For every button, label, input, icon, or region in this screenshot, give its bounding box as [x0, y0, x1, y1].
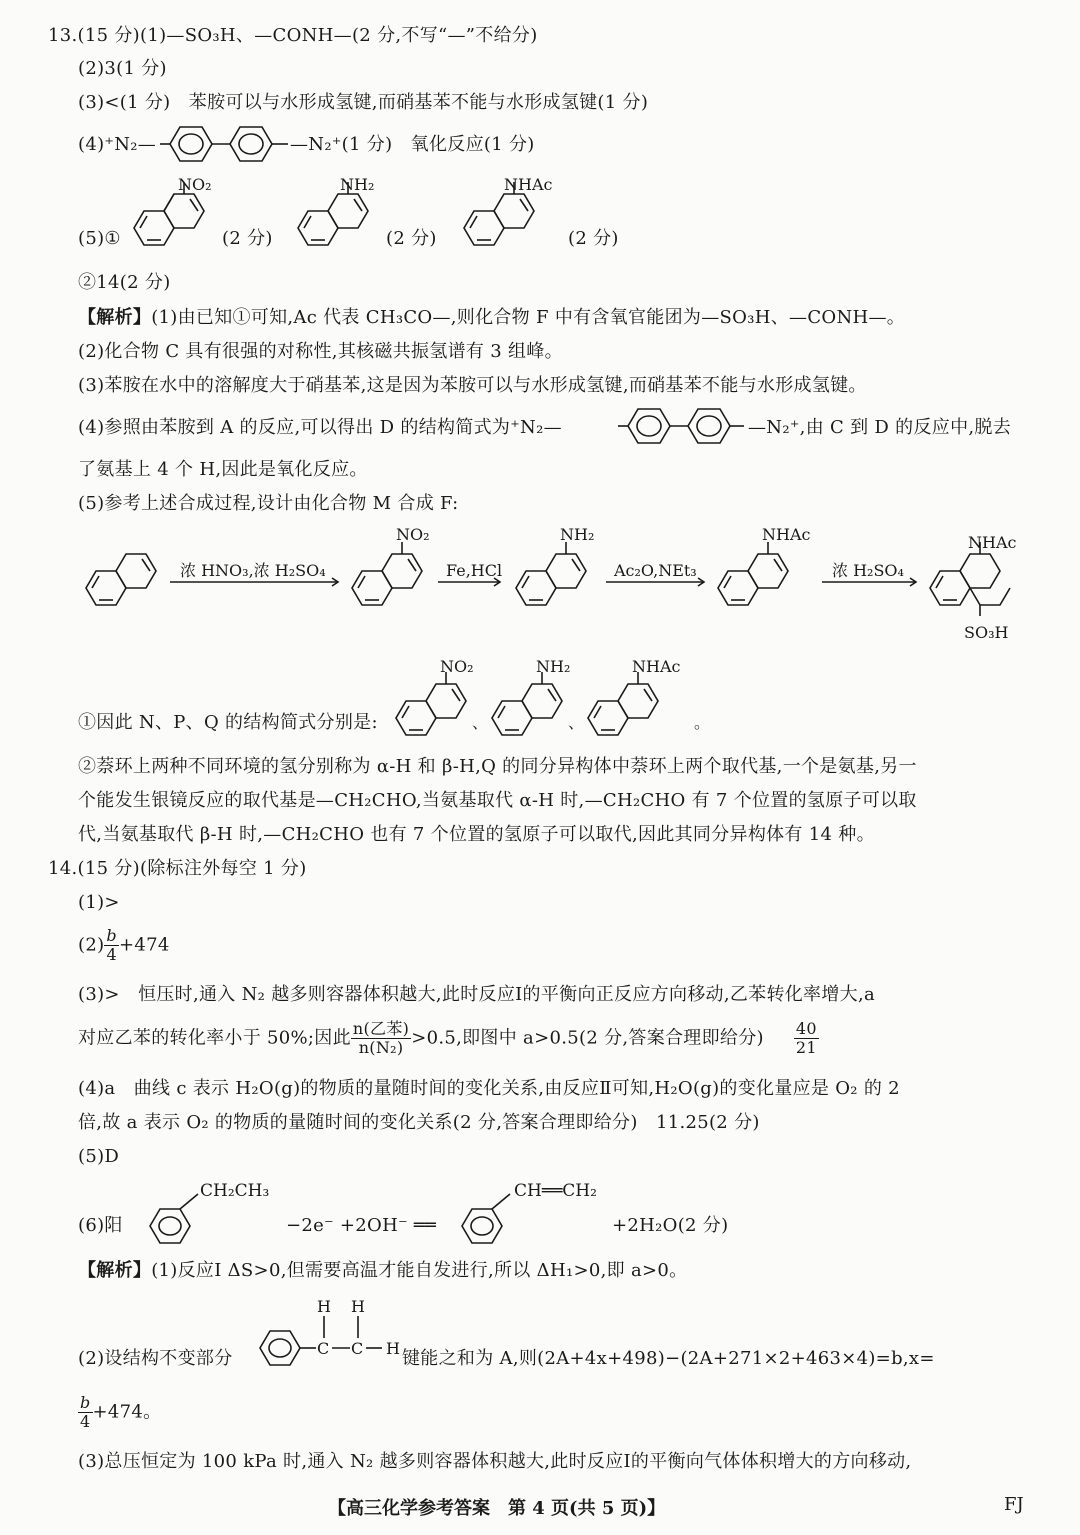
route-no2-label: NO₂ — [396, 525, 430, 544]
q14-answer-3-line1: (3)> 恒压时,通入 N₂ 越多则容器体积越大,此时反应Ⅰ的平衡向正反应方向移动,乙苯转化率增大,a — [78, 984, 876, 1005]
ch2ch3-label: CH₂CH₃ — [200, 1181, 270, 1201]
cond-2: Fe,HCl — [446, 561, 503, 580]
no2-label: NO₂ — [178, 175, 212, 194]
q14-answer-4-line2: 倍,故 a 表示 O₂ 的物质的量随时间的变化关系(2 分,答案合理即给分) 11.25(2 分) — [78, 1112, 760, 1133]
q13-analysis-4-prefix: (4)参照由苯胺到 A 的反应,可以得出 D 的结构简式为⁺N₂— — [78, 417, 562, 438]
fraction-40-over-21: $\frac{40}{21}$ — [795, 1019, 817, 1057]
q14-answer-2-suffix: +474 — [118, 934, 170, 956]
h-label-3: H — [386, 1339, 400, 1358]
naphthalene-no2-structure — [126, 170, 216, 260]
biphenyl-structure-analysis — [618, 404, 748, 448]
naphthalene-nhac-structure — [456, 170, 566, 260]
end-mark: 。 — [694, 713, 711, 732]
q13-analysis-5-2-line3: 代,当氨基取代 β-H 时,—CH₂CHO 也有 7 个位置的氢原子可以取代,因此其同分异构体有 14 种。 — [78, 824, 875, 845]
q14-answer-3-line2-mid: >0.5,即图中 a>0.5(2 分,答案合理即给分) — [411, 1027, 764, 1049]
q13-answer-2: (2)3(1 分) — [78, 58, 167, 79]
route-f-nhac-label: NHAc — [968, 533, 1017, 552]
n-no2-label: NO₂ — [440, 657, 474, 676]
ethylbenzene-structure — [140, 1176, 290, 1252]
q13-analysis-5: (5)参考上述合成过程,设计由化合物 M 合成 F: — [78, 493, 459, 514]
p-nh2-label: NH₂ — [536, 657, 571, 676]
q14-answer-5: (5)D — [78, 1146, 120, 1167]
route-nh2-label: NH₂ — [560, 525, 595, 544]
route-f-so3h-label: SO₃H — [964, 623, 1009, 642]
q13-analysis-5-2-line2: 个能发生银镜反应的取代基是—CH₂CHO,当氨基取代 α-H 时,—CH₂CHO 有 7 个位置的氢原子可以取 — [78, 790, 917, 811]
h-label-2: H — [351, 1297, 365, 1316]
cond-3: Ac₂O,NEt₃ — [614, 561, 697, 580]
q14-answer-2-prefix: (2) — [78, 934, 105, 956]
chch2-label: CH══CH₂ — [514, 1181, 597, 1201]
h-label-1: H — [317, 1297, 331, 1316]
q13-answer-5-prefix: (5)① — [78, 228, 121, 249]
q14-answer-3-line2-prefix: 对应乙苯的转化率小于 50%;因此 — [78, 1027, 351, 1049]
cond-1: 浓 HNO₃,浓 H₂SO₄ — [180, 561, 326, 580]
q13-analysis-4-suffix: —N₂⁺,由 C 到 D 的反应中,脱去 — [748, 417, 1011, 438]
q13-answer-5-2: ②14(2 分) — [78, 272, 171, 293]
q13-answer-4-prefix: (4)⁺N₂— — [78, 134, 157, 155]
biphenyl-structure — [160, 122, 290, 166]
q13-answer-3: (3)<(1 分) 苯胺可以与水形成氢键,而硝基苯不能与水形成氢键(1 分) — [78, 92, 649, 113]
fraction-b-over-4: $\frac{b}{4}$ — [106, 926, 117, 964]
q13-analysis-label: 【解析】 — [78, 307, 152, 328]
fraction-b-over-4-analysis: $\frac{b}{4}$ — [80, 1393, 91, 1431]
ethylbenzene-h-structure — [252, 1294, 404, 1374]
q13-analysis-2: (2)化合物 C 具有很强的对称性,其核磁共振氢谱有 3 组峰。 — [78, 341, 563, 362]
c-label-2: C — [351, 1339, 364, 1358]
q13-header: 13.(15 分)(1)—SO₃H、—CONH—(2 分,不写“—”不给分) — [48, 25, 538, 46]
q13-analysis-1: (1)由已知①可知,Ac 代表 CH₃CO—,则化合物 F 中有含氧官能团为—SO₃H、—CONH—。 — [151, 307, 906, 328]
cond-4: 浓 H₂SO₄ — [832, 561, 904, 580]
q13-analysis-5-2-line1: ②萘环上两种不同环境的氢分别称为 α-H 和 β-H,Q 的同分异构体中萘环上两个取代基,一个是氨基,另一 — [78, 756, 917, 777]
q-nhac-label: NHAc — [632, 657, 681, 676]
nhac-label: NHAc — [504, 175, 553, 194]
q14-analysis-1: (1)反应Ⅰ ΔS>0,但需要高温才能自发进行,所以 ΔH₁>0,即 a>0。 — [151, 1260, 688, 1281]
q13-analysis-3: (3)苯胺在水中的溶解度大于硝基苯,这是因为苯胺可以与水形成氢键,而硝基苯不能与水形成氢键。 — [78, 375, 867, 396]
npq-structures — [388, 656, 711, 746]
styrene-structure — [452, 1176, 612, 1252]
q14-analysis-2-line2-suffix: +474。 — [92, 1401, 162, 1423]
naphthalene-nh2-structure — [290, 170, 380, 260]
q14-analysis-3: (3)总压恒定为 100 kPa 时,通入 N₂ 越多则容器体积越大,此时反应Ⅰ的平衡向气体体积增大的方向移动, — [78, 1451, 912, 1472]
q13-analysis-4-line2: 了氨基上 4 个 H,因此是氧化反应。 — [78, 459, 368, 480]
q13-answer-5-score-1: (2 分) — [222, 228, 273, 249]
q13-answer-4-suffix: —N₂⁺(1 分) 氧化反应(1 分) — [290, 134, 535, 155]
sep-1: 、 — [472, 713, 489, 732]
route-nhac-label: NHAc — [762, 525, 811, 544]
sep-2: 、 — [568, 713, 585, 732]
q14-answer-6-suffix: +2H₂O(2 分) — [612, 1215, 729, 1236]
q14-answer-6-mid: −2e⁻ +2OH⁻ ══ — [286, 1215, 437, 1236]
q14-answer-1: (1)> — [78, 892, 120, 913]
q14-analysis-label: 【解析】 — [78, 1260, 152, 1281]
c-label-1: C — [317, 1339, 330, 1358]
fraction-n-ratio: $\frac{\text{n(乙苯)}}{\text{n(N₂)}}$ — [352, 1019, 410, 1057]
q14-header: 14.(15 分)(除标注外每空 1 分) — [48, 858, 307, 879]
q13-analysis-5-1: ①因此 N、P、Q 的结构简式分别是: — [78, 712, 378, 733]
synthesis-route — [70, 518, 1060, 648]
q14-answer-4-line1: (4)a 曲线 c 表示 H₂O(g)的物质的量随时间的变化关系,由反应Ⅱ可知,H₂O(g)的变化量应是 O₂ 的 2 — [78, 1078, 900, 1099]
nh2-label: NH₂ — [340, 175, 375, 194]
q13-answer-5-score-3: (2 分) — [568, 228, 619, 249]
footer-code: FJ — [1004, 1494, 1024, 1515]
footer-page-info: 【高三化学参考答案 第 4 页(共 5 页)】 — [328, 1498, 666, 1519]
q13-answer-5-score-2: (2 分) — [386, 228, 437, 249]
q14-analysis-2-prefix: (2)设结构不变部分 — [78, 1348, 233, 1369]
q14-analysis-2-suffix: 键能之和为 A,则(2A+4x+498)−(2A+271×2+463×4)=b,x= — [402, 1348, 935, 1369]
q14-answer-6-prefix: (6)阳 — [78, 1215, 123, 1236]
